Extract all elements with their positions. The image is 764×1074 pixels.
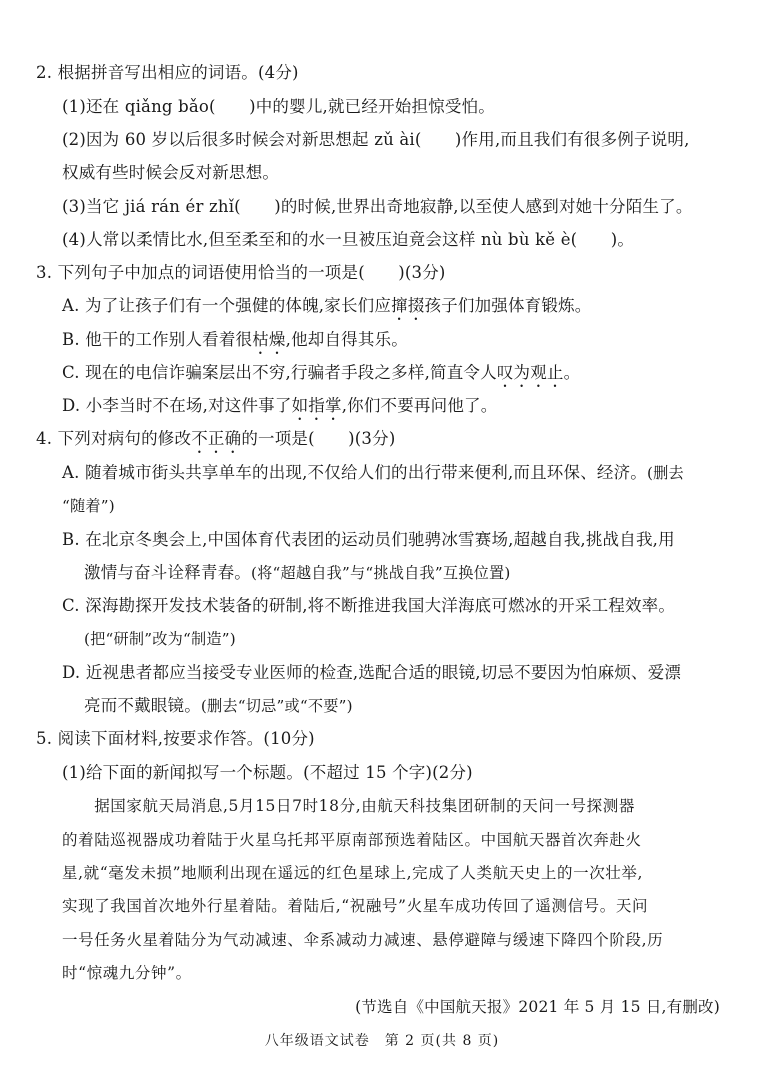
q3-b-dotted-word: 枯燥 [252,330,286,349]
q5-source-citation: (节选自《中国航天报》2021 年 5 月 15 日,有删改) [355,998,720,1016]
q4-option-a-line1 [62,462,684,484]
q4-d-note: (删去“切忌”或“不要”) [200,697,353,715]
q4-option-c-line1: C. 深海勘探开发技术装备的研制,将不断推进我国大洋海底可燃冰的开采工程效率。 [62,596,676,615]
q4-title-text-end: 的一项是( )(3分) [241,429,396,448]
q4-b-text: 激情与奋斗诠释青春。 [84,563,251,582]
q5-passage-line: 星,就“毫发未损”地顺利出现在遥远的红色星球上,完成了人类航天史上的一次壮举, [62,864,644,882]
q2-title: 2. 根据拼音写出相应的词语。(4分) [36,63,299,82]
q4-d-text: 亮而不戴眼镜。 [84,696,201,715]
q3-c-text: C. 现在的电信诈骗案层出不穷,行骗者手段之多样,简直令人 [62,363,497,382]
q4-title-dotted-word: 不正确 [191,429,242,448]
q3-d-text: D. 小李当时不在场,对这件事了 [62,396,292,415]
q4-a-note-start: (删去 [647,464,684,482]
q4-title-text: 4. 下列对病句的修改 [36,429,192,448]
q4-option-b-line2 [84,562,511,584]
q3-d-text-end: ,你们不要再问他了。 [341,396,498,415]
q3-option-a [62,295,591,324]
q5-passage-line: 时“惊魂九分钟”。 [62,964,192,982]
q5-passage-line: 实现了我国首次地外行星着陆。着陆后,“祝融号”火星车成功传回了遥测信号。天问 [62,897,649,915]
q4-option-d-line1: D. 近视患者都应当接受专业医师的检查,选配合适的眼镜,切忌不要因为怕麻烦、爱漂 [62,663,682,682]
q3-option-c [62,362,580,391]
q2-item-3: (3)当它 jiá rán ér zhǐ( )的时候,世界出奇地寂静,以至使人感到对她十分陌生了。 [62,197,693,216]
q2-item-1: (1)还在 qiǎng bǎo( )中的婴儿,就已经开始担惊受怕。 [62,97,495,116]
q4-a-text: A. 随着城市街头共享单车的出现,不仅给人们的出行带来便利,而且环保、经济。 [62,463,647,482]
q2-item-4: (4)人常以柔情比水,但至柔至和的水一旦被压迫竟会这样 nù bù kě è( )。 [62,230,635,249]
q3-option-b [62,329,408,358]
q5-sub-question-1: (1)给下面的新闻拟写一个标题。(不超过 15 个字)(2分) [62,763,473,782]
q3-b-text-end: ,他却自得其乐。 [285,330,408,349]
q4-c-note: (把“研制”改为“制造”) [84,630,236,648]
q3-a-text-end: 孩子们加强体育锻炼。 [424,296,592,315]
q3-title: 3. 下列句子中加点的词语使用恰当的一项是( )(3分) [36,263,446,282]
q3-d-dotted-word: 如指掌 [291,396,342,415]
q2-item-2-line1: (2)因为 60 岁以后很多时候会对新思想起 zǔ ài( )作用,而且我们有很多例子说明, [62,130,690,149]
q4-a-note-end: “随着”) [62,497,115,515]
q4-option-d-line2 [84,695,353,717]
q4-b-note: (将“超越自我”与“挑战自我”互换位置) [251,564,511,582]
q4-option-b-line1: B. 在北京冬奥会上,中国体育代表团的运动员们驰骋冰雪赛场,超越自我,挑战自我,用 [62,530,675,549]
q4-title [36,428,395,457]
q5-passage-line: 的着陆巡视器成功着陆于火星乌托邦平原南部预选着陆区。中国航天器首次奔赴火 [62,831,642,849]
page-footer: 八年级语文试卷 第 2 页(共 8 页) [264,1033,500,1049]
q3-a-text: A. 为了让孩子们有一个强健的体魄,家长们应 [62,296,392,315]
q3-b-text: B. 他干的工作别人看着很 [62,330,253,349]
q3-option-d [62,395,497,424]
q5-title: 5. 阅读下面材料,按要求作答。(10分) [36,729,315,748]
q3-c-dotted-word: 叹为观止 [496,363,564,382]
q3-a-dotted-word: 撺掇 [391,296,425,315]
q5-passage-line: 一号任务火星着陆分为气动减速、伞系减动力减速、悬停避障与缓速下降四个阶段,历 [62,931,664,949]
q2-item-2-line2: 权威有些时候会反对新思想。 [62,163,280,182]
q5-passage-line: 据国家航天局消息,5月15日7时18分,由航天科技集团研制的天问一号探测器 [62,797,635,815]
q3-c-text-end: 。 [563,363,581,382]
